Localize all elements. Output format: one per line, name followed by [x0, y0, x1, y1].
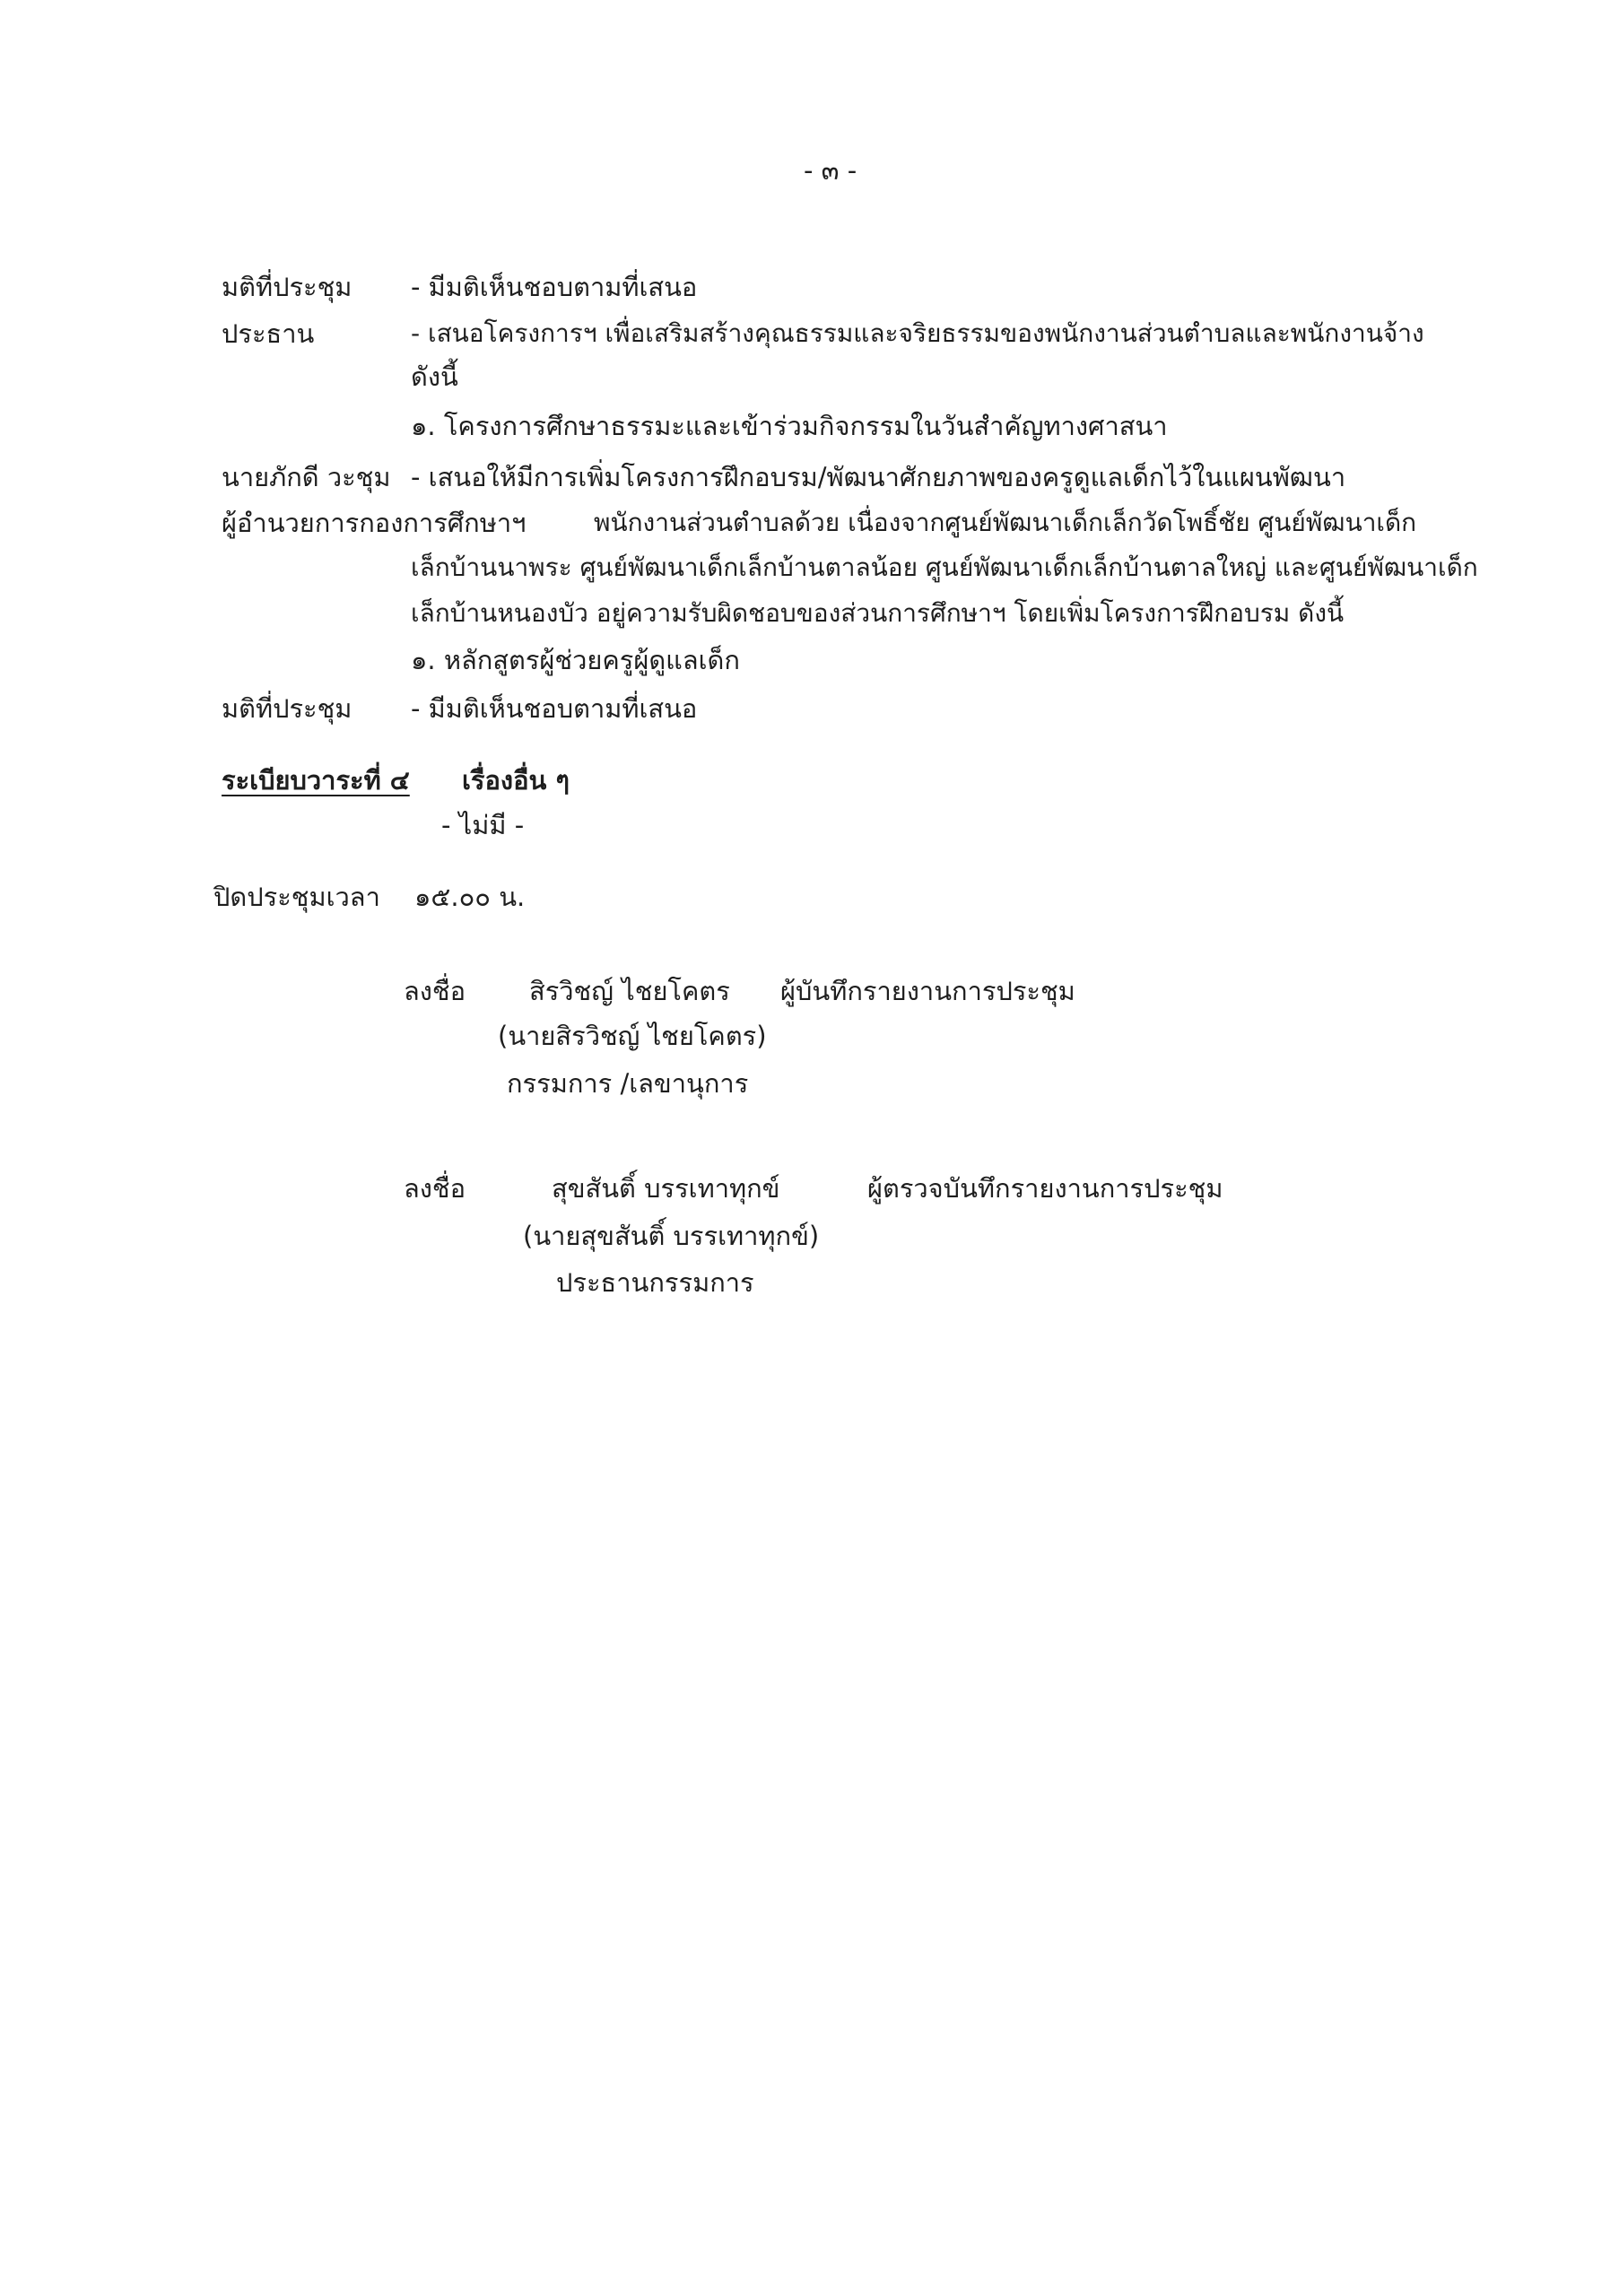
chairman-proposal-continuation: ดังนี้: [411, 361, 458, 392]
speaker-proposal-continuation-2: เล็กบ้านนาพระ ศูนย์พัฒนาเด็กเล็กบ้านตาลน้อย ศูนย์พัฒนาเด็กเล็กบ้านตาลใหญ่ และศูนย์พัฒนาเด็ก: [411, 552, 1478, 582]
page-number: - ๓ -: [804, 155, 857, 186]
signer-full-name: (นายสุขสันติ์ บรรเทาทุกข์): [523, 1221, 820, 1251]
project-item-1: ๑. โครงการศึกษาธรรมะและเข้าร่วมกิจกรรมในวันสำคัญทางศาสนา: [411, 411, 1168, 441]
signed-name: สิรวิชญ์ ไชยโคตร: [529, 976, 730, 1006]
resolution-label: มติที่ประชุม: [222, 272, 353, 302]
agenda-4-title: เรื่องอื่น ๆ: [462, 765, 570, 796]
agenda-4-none: - ไม่มี -: [441, 810, 525, 840]
signer-role: ผู้ตรวจบันทึกรายงานการประชุม: [867, 1173, 1223, 1204]
speaker-proposal-text: - เสนอให้มีการเพิ่มโครงการฝึกอบรม/พัฒนาศักยภาพของครูดูแลเด็กไว้ในแผนพัฒนา: [411, 462, 1346, 492]
chairman-label: ประธาน: [222, 318, 315, 349]
closing-label: ปิดประชุมเวลา: [213, 882, 380, 912]
speaker-proposal-continuation-3: เล็กบ้านหนองบัว อยู่ความรับผิดชอบของส่วนการศึกษาฯ โดยเพิ่มโครงการฝึกอบรม ดังนี้: [411, 598, 1345, 628]
signer-full-name: (นายสิรวิชญ์ ไชยโคตร): [498, 1021, 767, 1051]
resolution-text: - มีมติเห็นชอบตามที่เสนอ: [411, 272, 698, 302]
speaker-proposal-continuation-1: พนักงานส่วนตำบลด้วย เนื่องจากศูนย์พัฒนาเด็กเล็กวัดโพธิ์ชัย ศูนย์พัฒนาเด็ก: [594, 508, 1417, 537]
speaker-position-label: ผู้อำนวยการกองการศึกษาฯ: [222, 508, 527, 538]
sign-label: ลงชื่อ: [404, 1173, 466, 1204]
chairman-proposal-text: - เสนอโครงการฯ เพื่อเสริมสร้างคุณธรรมและจริยธรรมของพนักงานส่วนตำบลและพนักงานจ้าง: [411, 318, 1424, 348]
agenda-4-heading: ระเบียบวาระที่ ๔: [222, 765, 410, 796]
training-item-1: ๑. หลักสูตรผู้ช่วยครูผู้ดูแลเด็ก: [411, 645, 740, 675]
speaker-name-label: นายภักดี วะชุม: [222, 462, 391, 492]
signed-name: สุขสันติ์ บรรเทาทุกข์: [552, 1173, 780, 1204]
resolution-label-2: มติที่ประชุม: [222, 693, 353, 724]
signer-position: กรรมการ /เลขานุการ: [507, 1068, 749, 1099]
sign-label: ลงชื่อ: [404, 976, 466, 1006]
signer-role: ผู้บันทึกรายงานการประชุม: [780, 976, 1075, 1006]
signer-position: ประธานกรรมการ: [556, 1267, 754, 1298]
resolution-text-2: - มีมติเห็นชอบตามที่เสนอ: [411, 693, 698, 724]
closing-time: ๑๕.๐๐ น.: [414, 882, 526, 912]
